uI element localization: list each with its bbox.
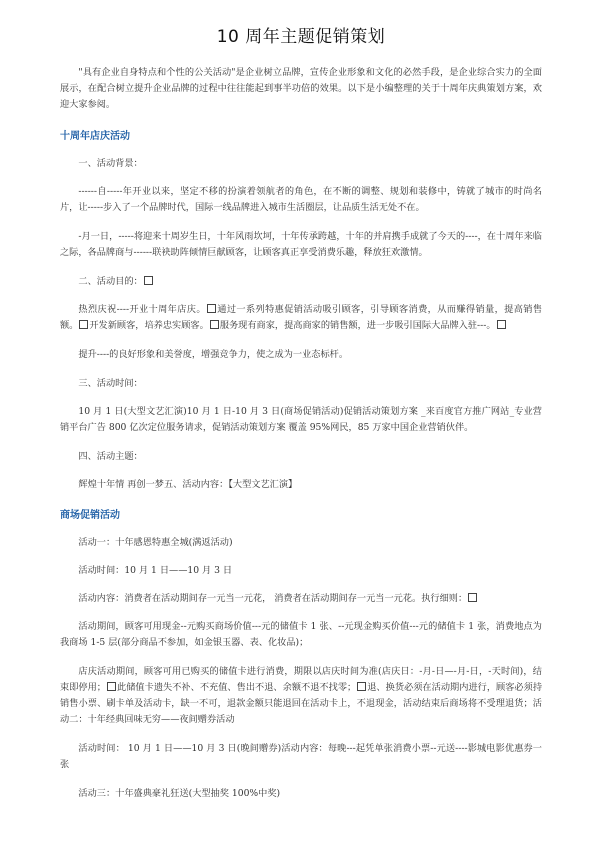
checkbox-square-icon xyxy=(468,593,477,602)
background-paragraph: ------自-----年开业以来，坚定不移的扮演着领航者的角色，在不断的调整、规划和装修中，铸就了城市的时尚名片，让-----步入了一个品牌时代，国际一线品牌进入城市生活圈层，让品质生活无处不在。 xyxy=(60,186,542,213)
checkbox-square-icon xyxy=(144,276,153,285)
section-heading-mall-promotion: 商场促销活动 xyxy=(60,510,120,521)
goal-text-b: 通过一系列特惠促销活动吸引顾客，引导顾客消费，从而赚得销量，提高销售额。 xyxy=(60,304,543,331)
theme-label: 四、活动主题： xyxy=(78,451,143,462)
activity1-content-line xyxy=(60,591,542,607)
activity1-detail-2 xyxy=(60,664,542,728)
background-paragraph-2: -月一日，-----将迎来十周岁生日，十年风雨坎坷，十年传承跨越，十年的并肩携手成就了今天的----，在十周年来临之际，各品牌商与------联袂助阵倾情巨献顾客，让顾客真正享受消费乐趣，释放狂欢激情。 xyxy=(60,231,542,258)
goal-text-c: 开发新顾客，培养忠实顾客。 xyxy=(89,320,209,331)
activity1-detail-2c: 退、换货必须在活动期内进行，顾客必须持销售小票、刷卡单及活动卡，缺一不可，退款金额只能退回在活动卡上，不退现金，活动结束后商场将不受理退货；活动二：十年经典回味无穷——夜间赠券活动 xyxy=(60,682,543,725)
activity3-label: 活动三：十年盛典豪礼狂送(大型抽奖 100%中奖) xyxy=(78,788,281,799)
theme-paragraph: 辉煌十年情 再创一梦五、活动内容：【大型文艺汇演】 xyxy=(78,479,298,490)
activity1-time: 活动时间：10 月 1 日——10 月 3 日 xyxy=(78,565,233,576)
goal-text-d: 服务现有商家，提高商家的销售额，进一步吸引国际大品牌入驻---。 xyxy=(219,320,496,331)
checkbox-square-icon xyxy=(107,682,116,691)
activity1-label: 活动一：十年感恩特惠全城(满返活动) xyxy=(78,537,233,548)
activity1-detail: 活动期间，顾客可用现金--元购买商场价值---元的储值卡 1 张、--元现金购买价值---元的储值卡 1 张，消费地点为我商场 1-5 层(部分商品不参加，如金银玉器、表、化妆品)； xyxy=(60,621,542,648)
goal-paragraph-2: 提升----的良好形象和美誉度，增强竞争力，使之成为一业态标杆。 xyxy=(78,349,349,360)
activity1-content: 活动内容：消费者在活动期间存一元当一元花， 消费者在活动期间存一元当一元花。执行细则： xyxy=(78,593,468,604)
time-paragraph: 10 月 1 日(大型文艺汇演)10 月 1 日-10 月 3 日(商场促销活动)促销活动策划方案 _来百度官方推广网站_专业营销平台广告 800 亿次定位服务请求，促销活动策划方案 覆盖 95%网民，85 万家中国企业营销伙伴。 xyxy=(60,406,542,433)
goal-label: 二、活动目的： xyxy=(78,276,143,287)
goal-label-line xyxy=(60,274,542,290)
section-heading-anniversary: 十周年店庆活动 xyxy=(60,131,130,142)
goal-text-a: 热烈庆祝----开业十周年店庆。 xyxy=(78,304,206,315)
checkbox-square-icon xyxy=(357,682,366,691)
goal-paragraph xyxy=(60,302,542,334)
activity1-detail-2b: 此储值卡遗失不补、不充值、售出不退、余额不退不找零； xyxy=(117,682,357,693)
time-label: 三、活动时间： xyxy=(78,378,143,389)
checkbox-square-icon xyxy=(79,320,88,329)
activity1-detail-2a: 店庆活动期间，顾客可用已购买的储值卡进行消费，期限以店庆时间为准(店庆日：-月-日—-月-日，-天时间)，结束即停用； xyxy=(60,666,542,693)
checkbox-square-icon xyxy=(497,320,506,329)
activity2-time-content: 活动时间： 10 月 1 日——10 月 3 日(晚间赠券)活动内容：每晚---起凭单张消费小票--元送----影城电影优惠券一张 xyxy=(60,743,542,770)
intro-paragraph: "具有企业自身特点和个性的公关活动"是企业树立品牌，宣传企业形象和文化的必然手段，是企业综合实力的全面展示，在配合树立提升企业品牌的过程中往往能起到事半功倍的效果。以下是小编整理的关于十周年庆典策划方案，欢迎大家参阅。 xyxy=(60,67,542,110)
page-title: 10 周年主题促销策划 xyxy=(216,27,386,47)
checkbox-square-icon xyxy=(207,304,216,313)
background-label: 一、活动背景： xyxy=(78,158,143,169)
checkbox-square-icon xyxy=(210,320,219,329)
